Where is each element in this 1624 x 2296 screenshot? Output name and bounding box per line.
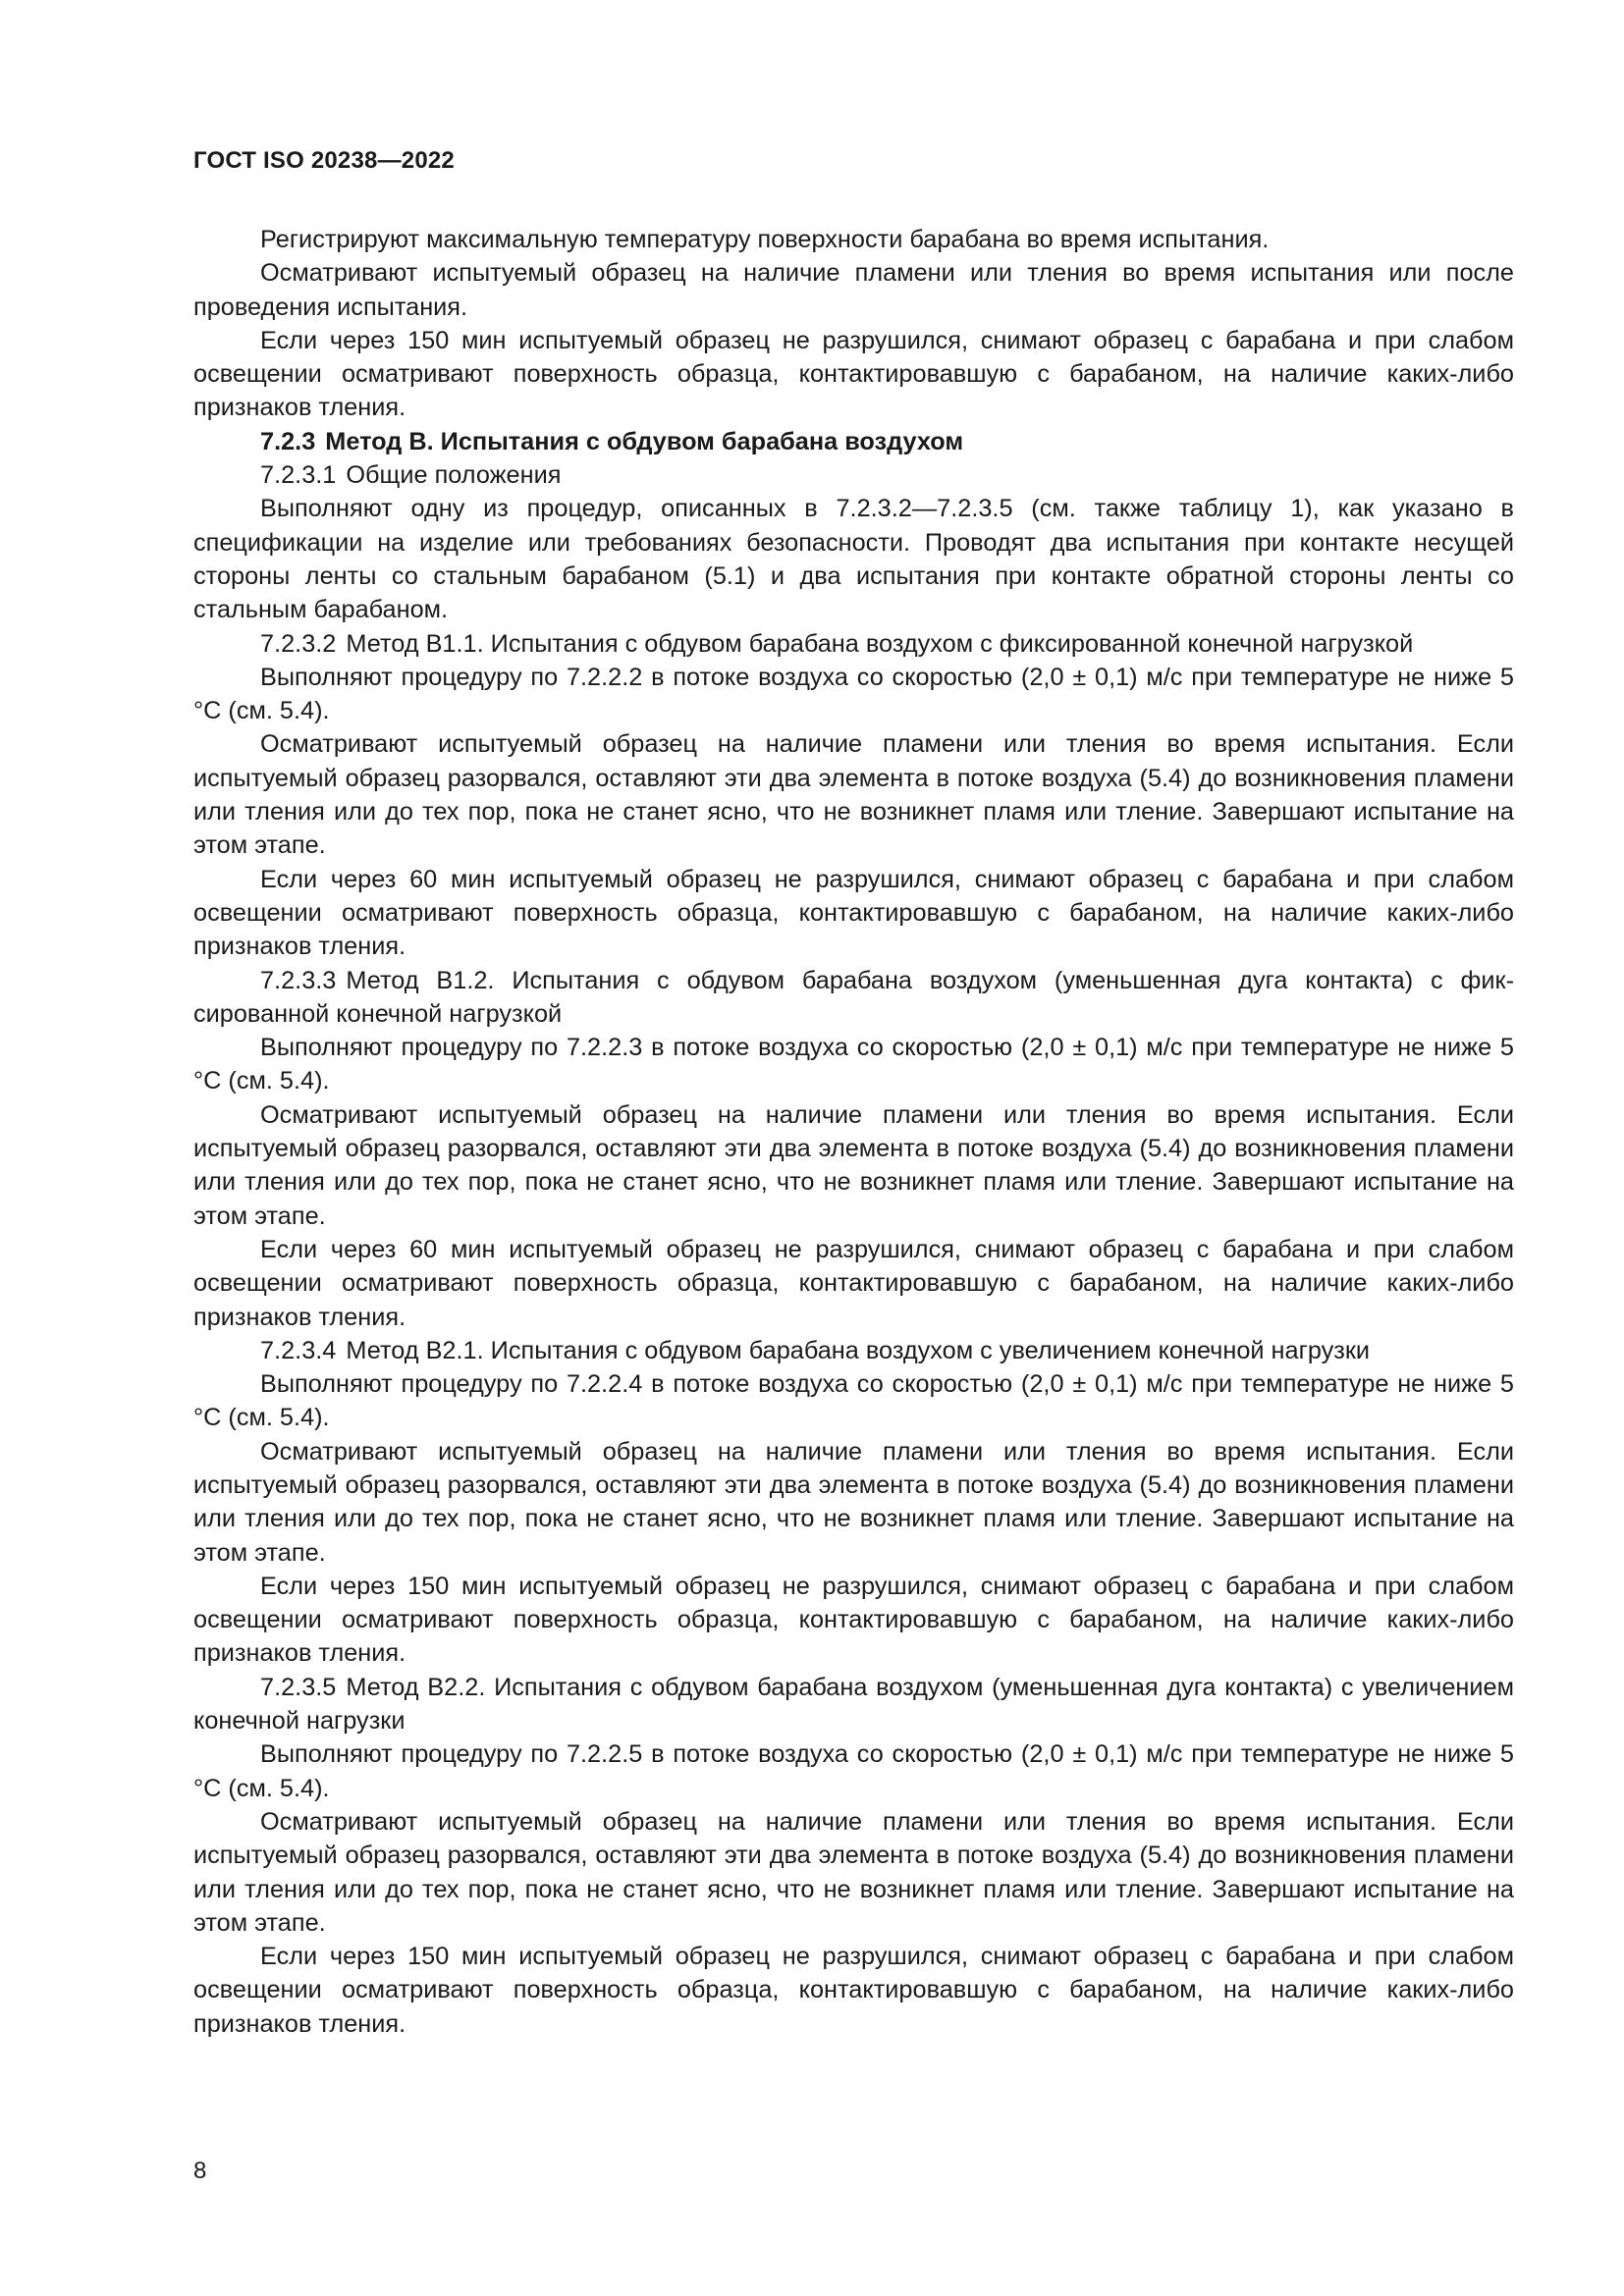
paragraph: Если через 150 мин испытуемый образец не разрушился, снимают образец с барабана и при слабом освещении осматривают поверхность образца, контактировавшую с барабаном, на наличие каких-либо признаков тления. <box>193 326 1514 422</box>
paragraph: Если через 60 мин испытуемый образец не разрушился, снимают образец с барабана и при слабом освещении осматривают поверхность образца, контактировавшую с барабаном, на наличие каких-либо признаков тления. <box>193 865 1514 961</box>
paragraph: Выполняют процедуру по 7.2.2.5 в потоке воздуха со скоростью (2,0 ± 0,1) м/с при температуре не ниже 5 °C (см. 5.4). <box>193 1740 1514 1802</box>
subclause-7-2-3-1 <box>193 458 1514 492</box>
subclause-number: 7.2.3.4 <box>260 1336 337 1364</box>
subclause-7-2-3-5 <box>193 1671 1514 1738</box>
section-heading-7-2-3 <box>193 425 1514 458</box>
subclause-number: 7.2.3.3 <box>260 966 337 994</box>
paragraph: Если через 150 мин испытуемый образец не разрушился, снимают образец с барабана и при слабом освещении осматривают поверхность образца, контактировавшую с барабаном, на наличие каких-либо признаков тления. <box>193 1572 1514 1668</box>
section-number: 7.2.3 <box>260 427 316 455</box>
subclause-title: Метод В2.2. Испытания с обдувом барабана воздухом (уменьшенная дуга контакта) с увеличением конечной нагрузки <box>193 1673 1514 1735</box>
subclause-title: Метод В1.1. Испытания с обдувом барабана воздухом с фиксированной конечной нагрузкой <box>346 629 1414 658</box>
paragraph: Выполняют одну из процедур, описанных в 7.2.3.2—7.2.3.5 (см. также таблицу 1), как указано в спецификации на изделие или требованиях безопасности. Проводят два испытания при контакте несущей стороны ленты со стальным барабаном (5.1) и два испытания при контакте обратной стороны ленты со стальным барабаном. <box>193 495 1514 624</box>
subclause-number: 7.2.3.1 <box>260 461 337 490</box>
subclause-title: Метод В1.2. Испытания с обдувом барабана воздухом (уменьшенная дуга контакта) с фиксированной конечной нагрузкой <box>193 966 1514 1028</box>
subclause-title: Общие положения <box>346 461 562 490</box>
subclause-7-2-3-3 <box>193 964 1514 1032</box>
paragraph: Регистрируют максимальную температуру поверхности барабана во время испытания. <box>260 226 1270 253</box>
paragraph: Если через 60 мин испытуемый образец не разрушился, снимают образец с барабана и при слабом освещении осматривают поверхность образца, контактировавшую с барабаном, на наличие каких-либо признаков тления. <box>193 1235 1514 1331</box>
paragraph: Выполняют процедуру по 7.2.2.2 в потоке воздуха со скоростью (2,0 ± 0,1) м/с при температуре не ниже 5 °C (см. 5.4). <box>193 663 1514 725</box>
page-number: 8 <box>193 2158 207 2184</box>
paragraph: Осматривают испытуемый образец на наличие пламени или тления во время испытания. Если испытуемый образец разорвался, оставляют эти два элемента в потоке воздуха (5.4) до возникновения пламени или тления или до тех пор, пока не станет ясно, что не возникнет пламя или тление. Завершают испытание на этом этапе. <box>193 1100 1514 1230</box>
paragraph: Если через 150 мин испытуемый образец не разрушился, снимают образец с барабана и при слабом освещении осматривают поверхность образца, контактировавшую с барабаном, на наличие каких-либо признаков тления. <box>193 1943 1514 2038</box>
subclause-7-2-3-4 <box>193 1334 1514 1367</box>
paragraph: Осматривают испытуемый образец на наличие пламени или тления во время испытания или после проведения испытания. <box>193 259 1514 321</box>
paragraph: Осматривают испытуемый образец на наличие пламени или тления во время испытания. Если испытуемый образец разорвался, оставляют эти два элемента в потоке воздуха (5.4) до возникновения пламени или тления или до тех пор, пока не станет ясно, что не возникнет пламя или тление. Завершают испытание на этом этапе. <box>193 1437 1514 1567</box>
subclause-number: 7.2.3.2 <box>260 629 337 658</box>
subclause-title: Метод В2.1. Испытания с обдувом барабана воздухом с увеличением конечной нагрузки <box>346 1336 1371 1364</box>
subclause-number: 7.2.3.5 <box>260 1673 337 1701</box>
document-body <box>193 223 1514 2041</box>
standard-header: ГОСТ ISO 20238—2022 <box>193 147 455 174</box>
paragraph: Осматривают испытуемый образец на наличие пламени или тления во время испытания. Если испытуемый образец разорвался, оставляют эти два элемента в потоке воздуха (5.4) до возникновения пламени или тления или до тех пор, пока не станет ясно, что не возникнет пламя или тление. Завершают испытание на этом этапе. <box>193 1807 1514 1937</box>
paragraph: Выполняют процедуру по 7.2.2.4 в потоке воздуха со скоростью (2,0 ± 0,1) м/с при температуре не ниже 5 °C (см. 5.4). <box>193 1370 1514 1432</box>
paragraph: Осматривают испытуемый образец на наличие пламени или тления во время испытания. Если испытуемый образец разорвался, оставляют эти два элемента в потоке воздуха (5.4) до возникновения пламени или тления или до тех пор, пока не станет ясно, что не возникнет пламя или тление. Завершают испытание на этом этапе. <box>193 730 1514 860</box>
section-title: Метод В. Испытания с обдувом барабана воздухом <box>325 427 964 455</box>
subclause-7-2-3-2 <box>193 627 1514 661</box>
paragraph: Выполняют процедуру по 7.2.2.3 в потоке воздуха со скоростью (2,0 ± 0,1) м/с при температуре не ниже 5 °C (см. 5.4). <box>193 1034 1514 1095</box>
